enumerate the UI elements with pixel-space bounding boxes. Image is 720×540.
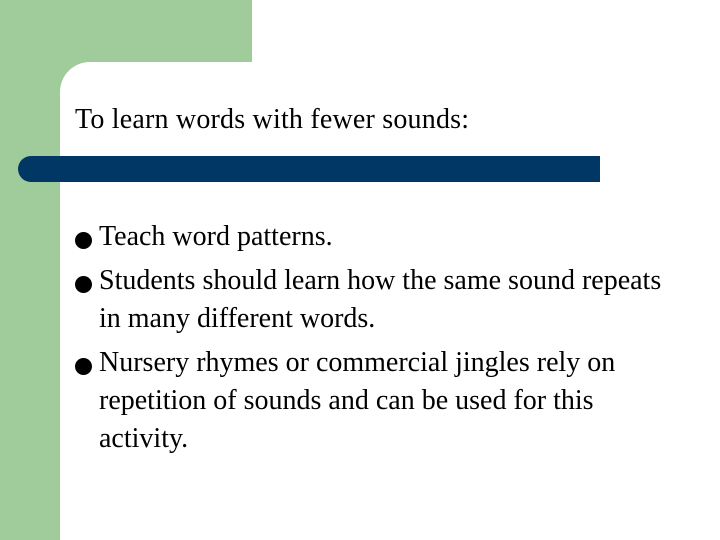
bullet-dot-icon	[75, 232, 92, 249]
bullet-item	[75, 218, 685, 256]
bullet-item	[75, 262, 685, 338]
bullet-item	[75, 344, 685, 458]
bullet-text: Nursery rhymes or commercial jingles rely on repetition of sounds and can be used for this activity.	[99, 347, 616, 454]
slide-title: To learn words with fewer sounds:	[75, 104, 470, 135]
bullet-dot-icon	[75, 358, 92, 375]
bullet-text: Students should learn how the same sound repeats in many different words.	[99, 265, 662, 334]
bullet-dot-icon	[75, 276, 92, 293]
bullet-text: Teach word patterns.	[99, 221, 333, 252]
bullet-list	[75, 218, 685, 464]
title-rule	[18, 156, 600, 182]
